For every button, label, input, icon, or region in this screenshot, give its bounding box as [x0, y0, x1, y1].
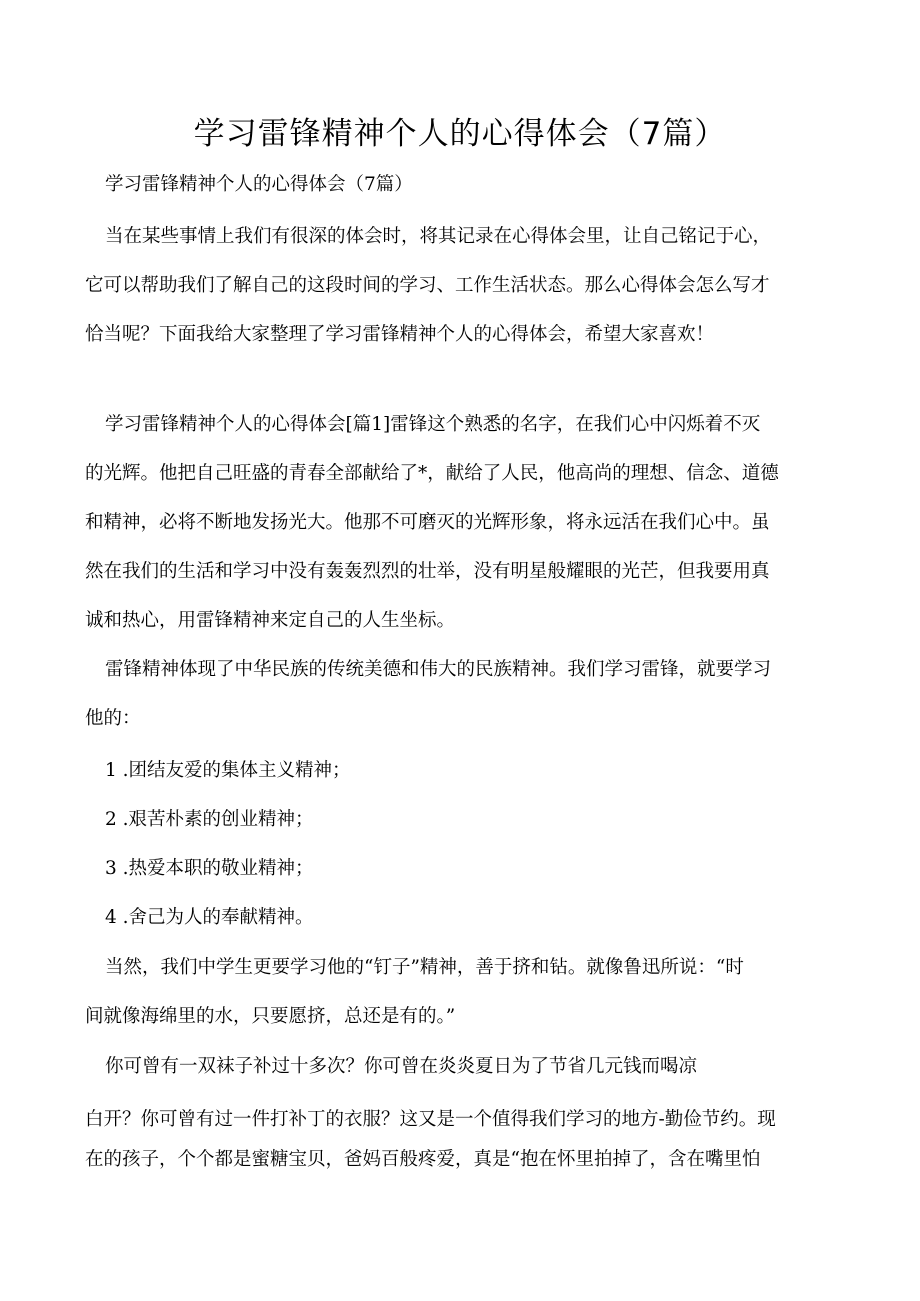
section2-line: 他的： — [85, 708, 141, 729]
list-item: 1 .团结友爱的集体主义精神； — [105, 760, 351, 781]
section2-paragraph — [85, 645, 845, 743]
intro-line: 当在某些事情上我们有很深的体会时，将其记录在心得体会里，让自己铭记于心， — [105, 226, 772, 247]
section3-line: 当然，我们中学生更要学习他的“钉子”精神，善于挤和钻。就像鲁迅所说：“时 — [105, 957, 744, 978]
subtitle-paragraph — [85, 160, 845, 209]
section1-line: 诚和热心，用雷锋精神来定自己的人生坐标。 — [85, 610, 456, 631]
section4-paragraph — [85, 1042, 845, 1091]
section1-line: 学习雷锋精神个人的心得体会[篇1]雷锋这个熟悉的名字，在我们心中闪烁着不灭 — [105, 414, 761, 435]
subtitle-line: 学习雷锋精神个人的心得体会（7篇） — [105, 174, 413, 195]
list-item: 4 .舍己为人的奉献精神。 — [105, 907, 314, 928]
intro-paragraph — [85, 212, 845, 359]
list-item: 2 .艰苦朴素的创业精神； — [105, 809, 314, 830]
intro-line: 恰当呢？下面我给大家整理了学习雷锋精神个人的心得体会，希望大家喜欢！ — [85, 324, 715, 345]
section2-line: 雷锋精神体现了中华民族的传统美德和伟大的民族精神。我们学习雷锋，就要学习 — [105, 659, 772, 680]
section4-line: 你可曾有一双袜子补过十多次？你可曾在炎炎夏日为了节省几元钱而喝凉 — [105, 1056, 698, 1077]
list-paragraph — [85, 746, 845, 942]
section1-line: 的光辉。他把自己旺盛的青春全部献给了*，献给了人民，他高尚的理想、信念、道德 — [85, 463, 779, 484]
section5-line: 在的孩子，个个都是蜜糖宝贝，爸妈百般疼爱，真是“抱在怀里拍掉了，含在嘴里怕 — [85, 1149, 761, 1170]
section1-line: 和精神，必将不断地发扬光大。他那不可磨灭的光辉形象，将永远活在我们心中。虽 — [85, 512, 770, 533]
section1-paragraph — [85, 400, 845, 645]
list-item: 3 .热爱本职的敬业精神； — [105, 858, 314, 879]
document-title: 学习雷锋精神个人的心得体会（7篇） — [193, 116, 727, 152]
intro-line: 它可以帮助我们了解自己的这段时间的学习、工作生活状态。那么心得体会怎么写才 — [85, 275, 770, 296]
section5-line: 白开？你可曾有过一件打补丁的衣服？这又是一个值得我们学习的地方-勤俭节约。现 — [85, 1109, 776, 1130]
section5-paragraph — [85, 1100, 845, 1180]
section3-line: 间就像海绵里的水，只要愿挤，总还是有的。” — [85, 1006, 456, 1027]
section1-line: 然在我们的生活和学习中没有轰轰烈烈的壮举，没有明星般耀眼的光芒，但我要用真 — [85, 561, 770, 582]
section3-paragraph — [85, 943, 845, 1041]
